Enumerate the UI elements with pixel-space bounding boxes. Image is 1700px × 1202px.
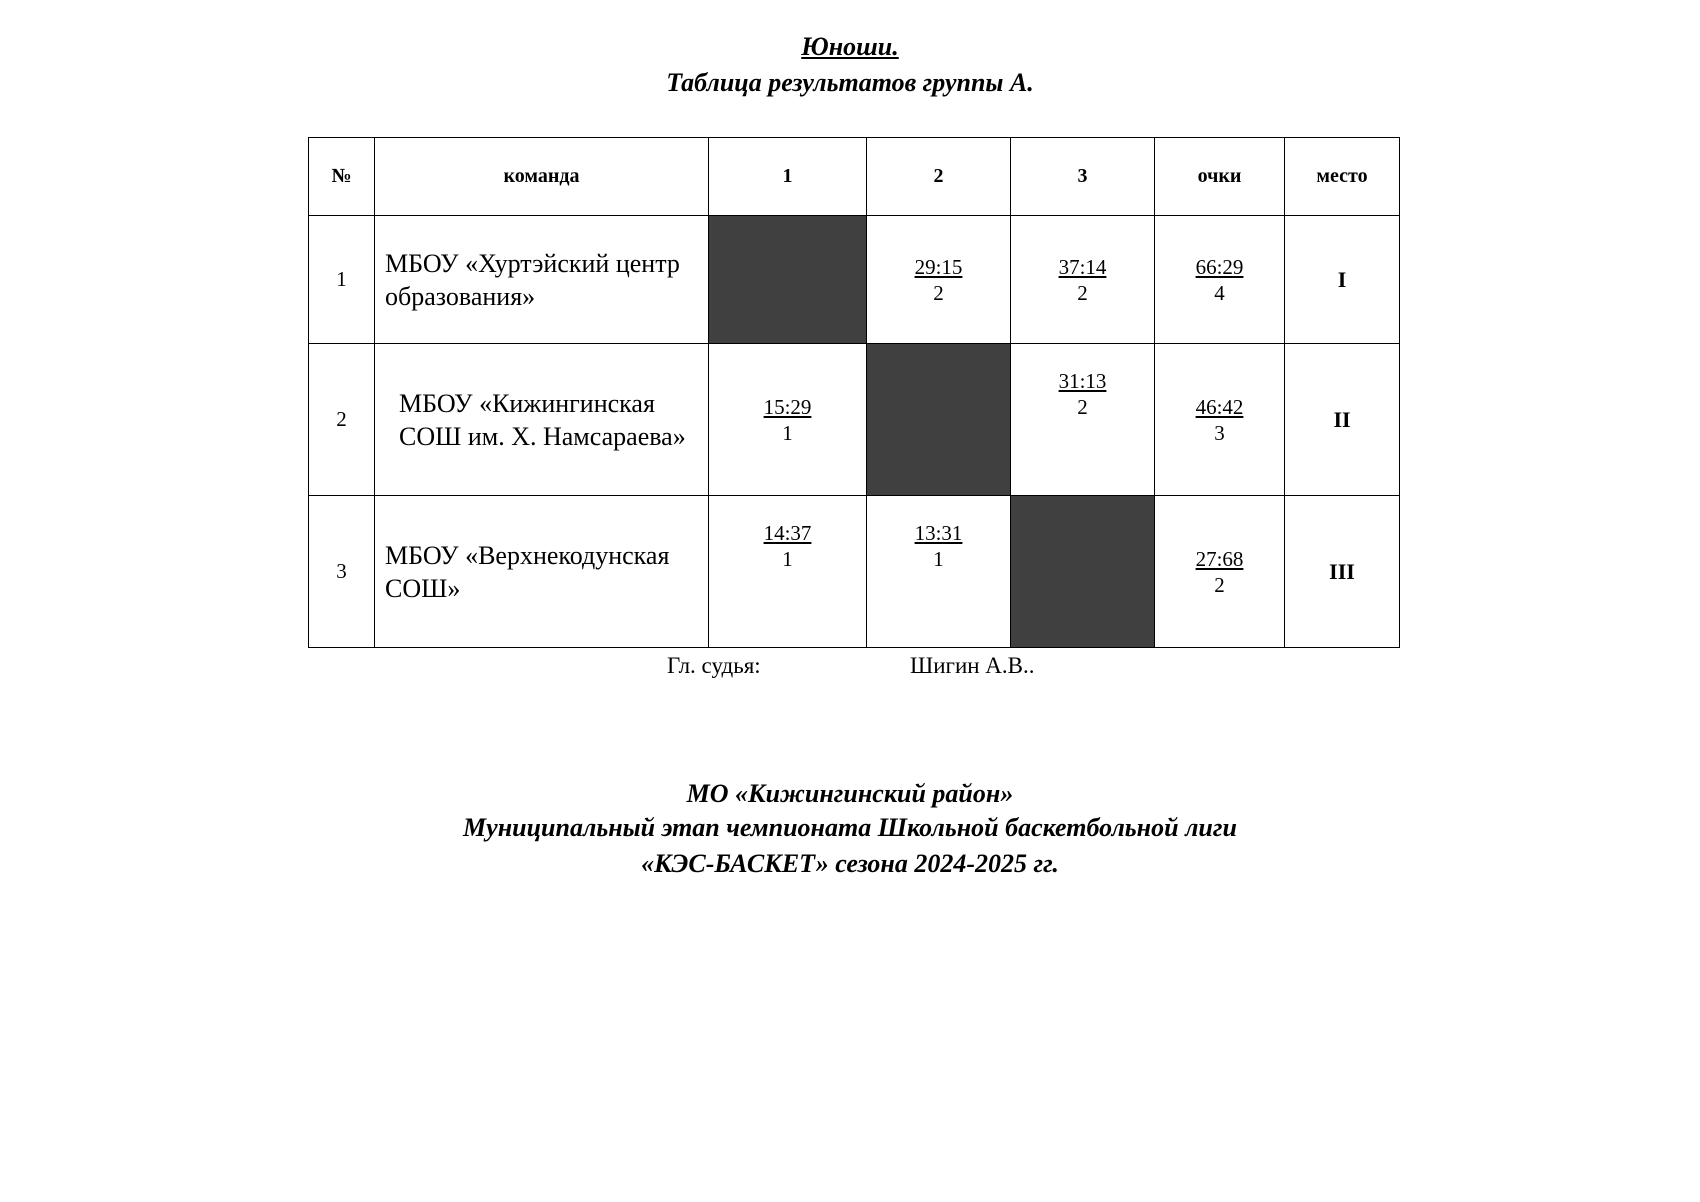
- score: 37:14: [1058, 254, 1107, 279]
- result-cell: [709, 344, 867, 496]
- result-cell: [1011, 216, 1155, 344]
- result-cell: [867, 216, 1011, 344]
- total-cell: [1155, 216, 1285, 344]
- table-title: Таблица результатов группы А.: [666, 68, 1034, 97]
- result-cell: [867, 496, 1011, 648]
- points: 4: [1214, 280, 1225, 305]
- blocked-cell: [1011, 496, 1155, 648]
- place-cell: II: [1285, 344, 1400, 496]
- score: 31:13: [1058, 369, 1107, 393]
- points: 2: [1077, 395, 1088, 419]
- footer-line: МО «Кижингинский район»: [686, 779, 1014, 808]
- header-cell: команда: [375, 138, 709, 216]
- page-title: Юноши.: [801, 32, 899, 61]
- team-name: МБОУ «Верхнекодунская СОШ»: [375, 496, 709, 648]
- table-row: [309, 344, 1400, 496]
- footer-line: «КЭС-БАСКЕТ» сезона 2024-2025 гг.: [641, 849, 1059, 878]
- place-cell: I: [1285, 216, 1400, 344]
- header-cell: 3: [1011, 138, 1155, 216]
- row-number: 1: [309, 216, 375, 344]
- header-cell: 1: [709, 138, 867, 216]
- place-cell: III: [1285, 496, 1400, 648]
- total-cell: [1155, 344, 1285, 496]
- points: 2: [1214, 572, 1225, 597]
- table-row: [309, 496, 1400, 648]
- score: 15:29: [763, 394, 812, 419]
- score: 66:29: [1195, 254, 1244, 279]
- points: 2: [933, 280, 944, 305]
- header-cell: №: [309, 138, 375, 216]
- result-cell: [709, 496, 867, 648]
- team-name: МБОУ «Хуртэйский центр образования»: [375, 216, 709, 344]
- score: 13:31: [914, 521, 963, 545]
- header-cell: место: [1285, 138, 1400, 216]
- total-cell: [1155, 496, 1285, 648]
- points: 2: [1077, 280, 1088, 305]
- score: 14:37: [763, 521, 812, 545]
- header-cell: 2: [867, 138, 1011, 216]
- points: 1: [782, 547, 793, 571]
- score: 29:15: [914, 254, 963, 279]
- row-number: 3: [309, 496, 375, 648]
- row-number: 2: [309, 344, 375, 496]
- blocked-cell: [867, 344, 1011, 496]
- score: 27:68: [1195, 546, 1244, 571]
- result-cell: [1011, 344, 1155, 496]
- judge-label: Гл. судья:: [667, 653, 761, 678]
- header-row: [309, 138, 1400, 216]
- judge-name: Шигин А.В..: [910, 653, 1035, 678]
- points: 1: [782, 420, 793, 445]
- points: 1: [933, 547, 944, 571]
- points: 3: [1214, 420, 1225, 445]
- results-table: [308, 137, 1400, 648]
- header-cell: очки: [1155, 138, 1285, 216]
- score: 46:42: [1195, 394, 1244, 419]
- team-name: МБОУ «Кижингинская СОШ им. Х. Намсараева»: [375, 344, 709, 496]
- table-row: [309, 216, 1400, 344]
- blocked-cell: [709, 216, 867, 344]
- footer-line: Муниципальный этап чемпионата Школьной баскетбольной лиги: [463, 813, 1237, 842]
